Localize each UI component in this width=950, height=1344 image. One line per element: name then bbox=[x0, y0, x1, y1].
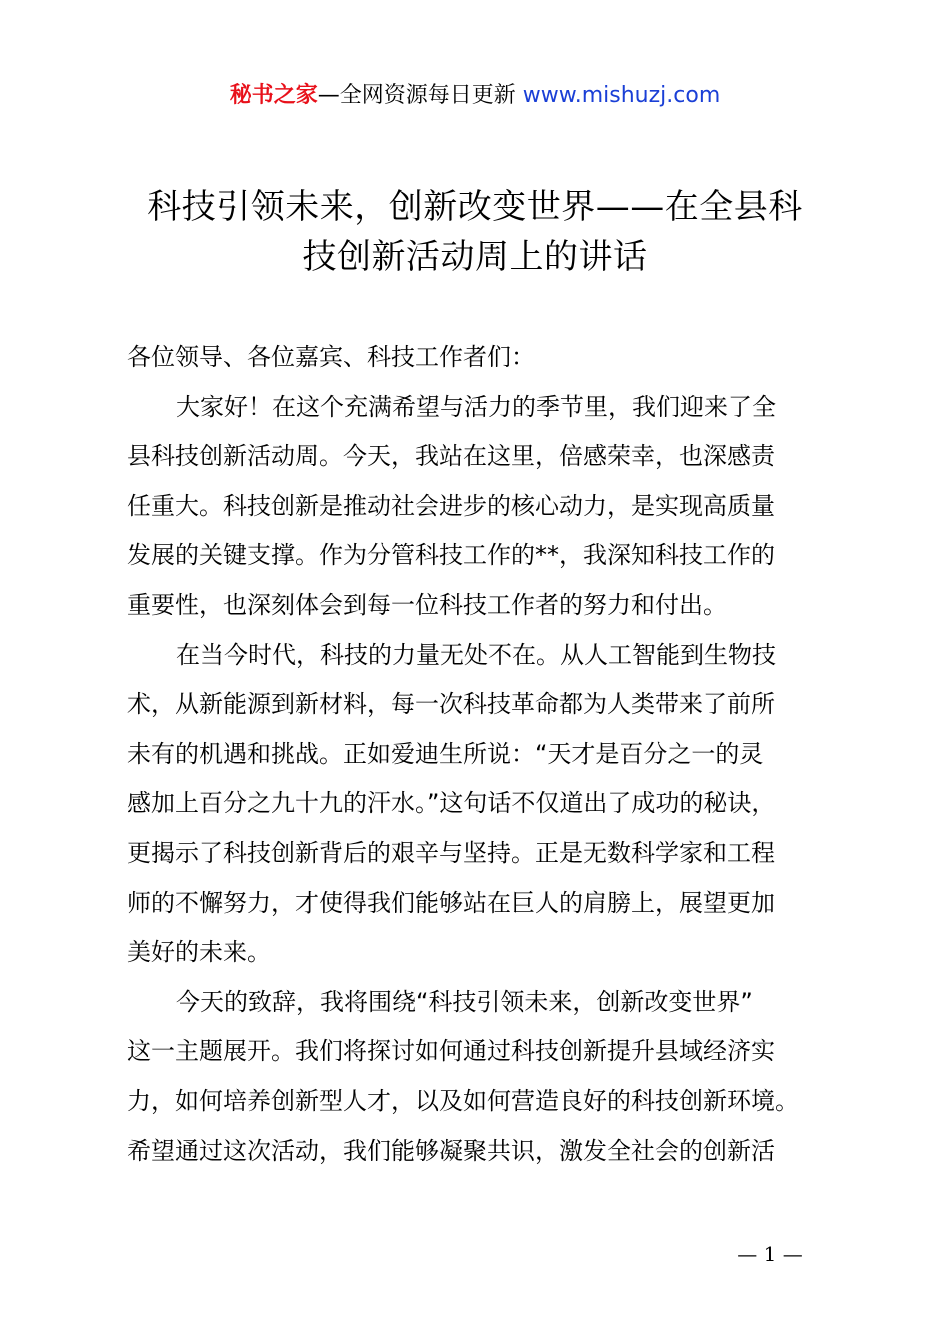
text-line: 师的不懈努力，才使得我们能够站在巨人的肩膀上，展望更加 bbox=[127, 888, 775, 917]
paragraph bbox=[127, 383, 833, 631]
document-body bbox=[127, 333, 833, 1176]
text-line: 大家好！在这个充满希望与活力的季节里，我们迎来了全 bbox=[176, 392, 776, 421]
page-number: — 1 — bbox=[737, 1242, 803, 1266]
title-line: 科技引领未来，创新改变世界——在全县科 bbox=[147, 187, 803, 227]
text-line: 术，从新能源到新材料，每一次科技革命都为人类带来了前所 bbox=[127, 690, 775, 719]
paragraph bbox=[127, 978, 833, 1176]
text-line: 这一主题展开。我们将探讨如何通过科技创新提升县域经济实 bbox=[127, 1037, 775, 1066]
text-line: 更揭示了科技创新背后的艰辛与坚持。正是无数科学家和工程 bbox=[127, 838, 775, 867]
site-header bbox=[0, 80, 950, 112]
document-title bbox=[100, 182, 850, 282]
text-line: 重要性，也深刻体会到每一位科技工作者的努力和付出。 bbox=[127, 590, 727, 619]
text-line: 未有的机遇和挑战。正如爱迪生所说：“天才是百分之一的灵 bbox=[127, 739, 764, 768]
salutation: 各位领导、各位嘉宾、科技工作者们： bbox=[127, 343, 535, 371]
brand-name: 秘书之家 bbox=[229, 83, 318, 108]
text-line: 发展的关键支撑。作为分管科技工作的**，我深知科技工作的 bbox=[127, 541, 775, 570]
text-line: 任重大。科技创新是推动社会进步的核心动力，是实现高质量 bbox=[127, 491, 775, 520]
text-line: 县科技创新活动周。今天，我站在这里，倍感荣幸，也深感责 bbox=[127, 442, 775, 471]
text-line: 在当今时代，科技的力量无处不在。从人工智能到生物技 bbox=[176, 640, 776, 669]
text-line: 今天的致辞，我将围绕“科技引领未来，创新改变世界” bbox=[176, 987, 753, 1016]
paragraph bbox=[127, 631, 833, 978]
site-url[interactable]: www.mishuzj.com bbox=[522, 83, 721, 108]
text-line: 美好的未来。 bbox=[127, 938, 271, 967]
text-line: 希望通过这次活动，我们能够凝聚共识，激发全社会的创新活 bbox=[127, 1136, 775, 1165]
text-line: 感加上百分之九十九的汗水。”这句话不仅道出了成功的秘诀， bbox=[127, 789, 776, 818]
text-line: 力，如何培养创新型人才，以及如何营造良好的科技创新环境。 bbox=[127, 1086, 799, 1115]
title-line: 技创新活动周上的讲话 bbox=[302, 237, 648, 277]
header-tagline: —全网资源每日更新 bbox=[317, 83, 516, 108]
